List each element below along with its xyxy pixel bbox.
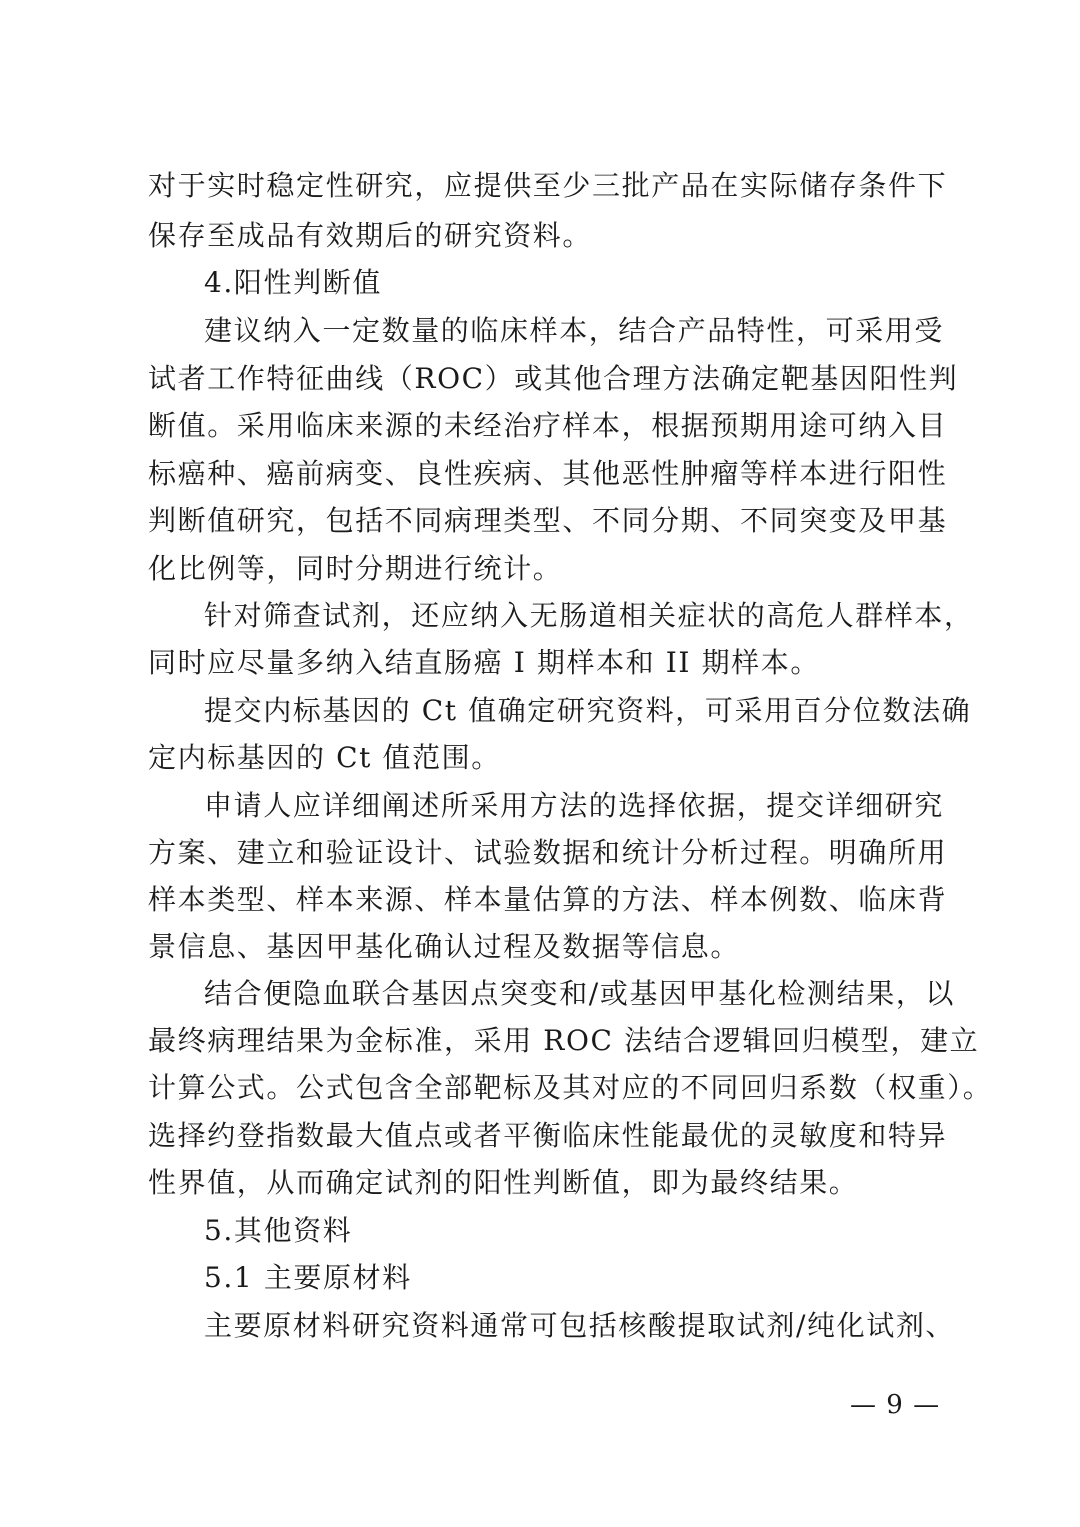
body-text-line: 同时应尽量多纳入结直肠癌 I 期样本和 II 期样本。	[148, 646, 820, 679]
body-text-line: 断值。采用临床来源的未经治疗样本，根据预期用途可纳入目	[148, 409, 948, 442]
body-text-line: 对于实时稳定性研究，应提供至少三批产品在实际储存条件下	[148, 169, 948, 202]
body-text-line: 景信息、基因甲基化确认过程及数据等信息。	[148, 930, 741, 963]
body-text-line: 选择约登指数最大值点或者平衡临床性能最优的灵敏度和特异	[148, 1119, 948, 1152]
section-heading: 4.阳性判断值	[204, 266, 382, 299]
body-text-line: 判断值研究，包括不同病理类型、不同分期、不同突变及甲基	[148, 504, 948, 537]
paragraph-first-line: 申请人应详细阐述所采用方法的选择依据，提交详细研究	[204, 789, 945, 822]
body-text-line: 最终病理结果为金标准，采用 ROC 法结合逻辑回归模型，建立	[148, 1024, 980, 1057]
body-text-line: 化比例等，同时分期进行统计。	[148, 552, 563, 585]
body-text-line: 保存至成品有效期后的研究资料。	[148, 219, 593, 252]
body-text-line: 方案、建立和验证设计、试验数据和统计分析过程。明确所用	[148, 836, 948, 869]
body-text-line: 试者工作特征曲线（ROC）或其他合理方法确定靶基因阳性判	[148, 362, 959, 395]
page-number: — 9 —	[850, 1390, 941, 1420]
body-text-line: 定内标基因的 Ct 值范围。	[148, 741, 501, 774]
paragraph-first-line: 针对筛查试剂，还应纳入无肠道相关症状的高危人群样本，	[204, 599, 974, 632]
body-text-line: 标癌种、癌前病变、良性疾病、其他恶性肿瘤等样本进行阳性	[148, 457, 948, 490]
section-heading: 5.其他资料	[204, 1214, 353, 1247]
paragraph-first-line: 提交内标基因的 Ct 值确定研究资料，可采用百分位数法确	[204, 694, 972, 727]
paragraph-first-line: 结合便隐血联合基因点突变和/或基因甲基化检测结果，以	[204, 977, 956, 1010]
subsection-heading: 5.1 主要原材料	[204, 1261, 412, 1294]
body-text-line: 计算公式。公式包含全部靶标及其对应的不同回归系数（权重）。	[148, 1071, 993, 1104]
paragraph-first-line: 建议纳入一定数量的临床样本，结合产品特性，可采用受	[204, 314, 945, 347]
body-text-line: 样本类型、样本来源、样本量估算的方法、样本例数、临床背	[148, 883, 948, 916]
body-text-line: 性界值，从而确定试剂的阳性判断值，即为最终结果。	[148, 1166, 859, 1199]
paragraph-first-line: 主要原材料研究资料通常可包括核酸提取试剂/纯化试剂、	[204, 1309, 956, 1342]
